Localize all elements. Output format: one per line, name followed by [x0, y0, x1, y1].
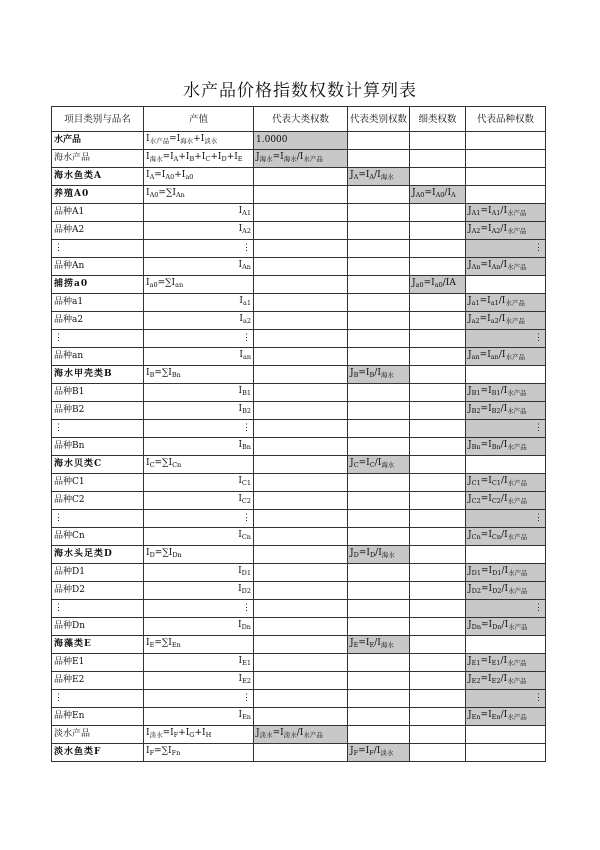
cell-major-weight [254, 690, 348, 708]
cell-variety-weight: $J_{B1}=I_{B1}/I_{水产品}$ [466, 384, 546, 402]
table-row [52, 366, 546, 384]
cell-item: 养殖A0 [52, 186, 144, 204]
cell-subclass-weight [410, 474, 466, 492]
cell-output: $I_E=\sum I_{En}$ [144, 636, 254, 654]
cell-subclass-weight [410, 564, 466, 582]
cell-output: $I_D=\sum I_{Dn}$ [144, 546, 254, 564]
cell-variety-weight: $J_{a1}=I_{a1}/I_{水产品}$ [466, 294, 546, 312]
cell-item: 品种a2 [52, 312, 144, 330]
table-row [52, 582, 546, 600]
cell-variety-weight: $J_{A2}=I_{A2}/I_{水产品}$ [466, 222, 546, 240]
table-row [52, 204, 546, 222]
cell-subclass-weight [410, 708, 466, 726]
cell-variety-weight: $J_{En}=I_{En}/I_{水产品}$ [466, 708, 546, 726]
table-row [52, 744, 546, 762]
cell-category-weight [348, 132, 410, 150]
cell-major-weight [254, 294, 348, 312]
cell-subclass-weight [410, 204, 466, 222]
cell-major-weight [254, 672, 348, 690]
cell-variety-weight: $J_{Cn}=I_{Cn}/I_{水产品}$ [466, 528, 546, 546]
cell-category-weight [348, 240, 410, 258]
header-cell-output: 产值 [144, 107, 254, 132]
cell-category-weight: $J_F=I_F/I_{淡水}$ [348, 744, 410, 762]
cell-major-weight: $J_{淡水}=I_{淡水}/I_{水产品}$ [254, 726, 348, 744]
cell-category-weight [348, 204, 410, 222]
cell-output: $I_{an}$ [144, 348, 254, 366]
table-row [52, 510, 546, 528]
table-row [52, 528, 546, 546]
page-title: 水产品价格指数权数计算列表 [183, 81, 417, 101]
cell-item: 品种C2 [52, 492, 144, 510]
cell-output: $I_{E1}$ [144, 654, 254, 672]
cell-item: 水产品 [52, 132, 144, 150]
cell-subclass-weight [410, 240, 466, 258]
cell-major-weight [254, 564, 348, 582]
table-row [52, 546, 546, 564]
cell-subclass-weight [410, 222, 466, 240]
cell-category-weight: $J_B=I_B/I_{海水}$ [348, 366, 410, 384]
cell-variety-weight [466, 132, 546, 150]
cell-category-weight: $J_A=I_A/I_{海水}$ [348, 168, 410, 186]
cell-subclass-weight [410, 546, 466, 564]
cell-item: 淡水产品 [52, 726, 144, 744]
table-row [52, 168, 546, 186]
cell-major-weight [254, 258, 348, 276]
cell-subclass-weight [410, 330, 466, 348]
cell-item: 品种Cn [52, 528, 144, 546]
cell-category-weight [348, 276, 410, 294]
cell-output: ⋮ [144, 600, 254, 618]
cell-major-weight [254, 348, 348, 366]
cell-variety-weight: $J_{B2}=I_{B2}/I_{水产品}$ [466, 402, 546, 420]
table-row [52, 132, 546, 150]
cell-major-weight [254, 654, 348, 672]
cell-major-weight [254, 492, 348, 510]
cell-item: 海水甲壳类B [52, 366, 144, 384]
cell-major-weight: $J_{海水}=I_{海水}/I_{水产品}$ [254, 150, 348, 168]
cell-category-weight [348, 672, 410, 690]
cell-item: 品种D1 [52, 564, 144, 582]
cell-major-weight [254, 186, 348, 204]
cell-variety-weight [466, 726, 546, 744]
cell-category-weight [348, 186, 410, 204]
cell-major-weight [254, 636, 348, 654]
cell-category-weight: $J_E=I_E/I_{海水}$ [348, 636, 410, 654]
cell-major-weight [254, 402, 348, 420]
cell-subclass-weight [410, 456, 466, 474]
cell-category-weight [348, 150, 410, 168]
cell-variety-weight [466, 744, 546, 762]
cell-subclass-weight [410, 654, 466, 672]
cell-item: 品种An [52, 258, 144, 276]
cell-major-weight [254, 168, 348, 186]
cell-output: $I_{a2}$ [144, 312, 254, 330]
cell-major-weight [254, 312, 348, 330]
table-row [52, 312, 546, 330]
cell-output: $I_{An}$ [144, 258, 254, 276]
cell-item: 淡水鱼类F [52, 744, 144, 762]
header-cell-subclass-weight: 细类权数 [410, 107, 466, 132]
table-body [52, 107, 546, 762]
cell-output: $I_{C2}$ [144, 492, 254, 510]
cell-item: 海藻类E [52, 636, 144, 654]
table-row [52, 474, 546, 492]
cell-output: ⋮ [144, 690, 254, 708]
cell-major-weight [254, 618, 348, 636]
cell-subclass-weight [410, 492, 466, 510]
cell-output: $I_{A1}$ [144, 204, 254, 222]
table-row [52, 492, 546, 510]
table-row [52, 600, 546, 618]
cell-item: 品种B2 [52, 402, 144, 420]
cell-variety-weight: $J_{C1}=I_{C1}/I_{水产品}$ [466, 474, 546, 492]
cell-major-weight [254, 600, 348, 618]
cell-subclass-weight [410, 600, 466, 618]
cell-item: 品种an [52, 348, 144, 366]
cell-category-weight [348, 312, 410, 330]
cell-output: $I_C=\sum I_{Cn}$ [144, 456, 254, 474]
cell-category-weight [348, 510, 410, 528]
cell-major-weight [254, 240, 348, 258]
header-cell-variety-weight: 代表品种权数 [466, 107, 546, 132]
cell-category-weight [348, 258, 410, 276]
cell-subclass-weight [410, 312, 466, 330]
table-row [52, 402, 546, 420]
cell-major-weight [254, 222, 348, 240]
table-row [52, 726, 546, 744]
table-row [52, 636, 546, 654]
cell-item: 海水产品 [52, 150, 144, 168]
cell-item: 品种A2 [52, 222, 144, 240]
cell-subclass-weight [410, 294, 466, 312]
cell-variety-weight: $J_{an}=I_{an}/I_{水产品}$ [466, 348, 546, 366]
cell-item: 品种A1 [52, 204, 144, 222]
cell-major-weight [254, 474, 348, 492]
cell-output: $I_{B2}$ [144, 402, 254, 420]
cell-variety-weight: ⋮ [466, 690, 546, 708]
cell-item: 品种a1 [52, 294, 144, 312]
cell-output: ⋮ [144, 510, 254, 528]
header-row [52, 107, 546, 132]
cell-variety-weight [466, 150, 546, 168]
cell-major-weight [254, 204, 348, 222]
cell-subclass-weight [410, 384, 466, 402]
cell-major-weight: 1.0000 [254, 132, 348, 150]
cell-item: 品种Bn [52, 438, 144, 456]
cell-output: ⋮ [144, 420, 254, 438]
table-row [52, 420, 546, 438]
cell-category-weight [348, 330, 410, 348]
table-row [52, 564, 546, 582]
cell-output: $I_{Dn}$ [144, 618, 254, 636]
cell-subclass-weight [410, 132, 466, 150]
table-row [52, 690, 546, 708]
cell-item: 海水鱼类A [52, 168, 144, 186]
cell-output: $I_{Bn}$ [144, 438, 254, 456]
cell-major-weight [254, 582, 348, 600]
table-row [52, 258, 546, 276]
cell-category-weight: $J_C=I_C/I_{海水}$ [348, 456, 410, 474]
cell-output: $I_{A2}$ [144, 222, 254, 240]
cell-major-weight [254, 708, 348, 726]
cell-category-weight [348, 528, 410, 546]
cell-subclass-weight [410, 438, 466, 456]
cell-variety-weight: $J_{D2}=I_{D2}/I_{水产品}$ [466, 582, 546, 600]
cell-subclass-weight: $J_{A0}=I_{A0}/I_A$ [410, 186, 466, 204]
cell-major-weight [254, 330, 348, 348]
cell-output: $I_{C1}$ [144, 474, 254, 492]
cell-output: ⋮ [144, 330, 254, 348]
cell-category-weight [348, 474, 410, 492]
cell-category-weight [348, 726, 410, 744]
cell-variety-weight: $J_{Bn}=I_{Bn}/I_{水产品}$ [466, 438, 546, 456]
table-row [52, 456, 546, 474]
cell-category-weight: $J_D=I_D/I_{海水}$ [348, 546, 410, 564]
cell-subclass-weight: $J_{a0}=I_{a0}/IA$ [410, 276, 466, 294]
cell-output: $I_{E2}$ [144, 672, 254, 690]
cell-variety-weight: $J_{E2}=I_{E2}/I_{水产品}$ [466, 672, 546, 690]
cell-category-weight [348, 690, 410, 708]
cell-output: $I_{En}$ [144, 708, 254, 726]
cell-variety-weight [466, 456, 546, 474]
table-row [52, 618, 546, 636]
cell-major-weight [254, 420, 348, 438]
cell-variety-weight: ⋮ [466, 510, 546, 528]
cell-category-weight [348, 582, 410, 600]
cell-category-weight [348, 492, 410, 510]
cell-item: ⋮ [52, 330, 144, 348]
cell-major-weight [254, 276, 348, 294]
cell-output: $I_{a1}$ [144, 294, 254, 312]
cell-output: $I_B=\sum I_{Bn}$ [144, 366, 254, 384]
cell-category-weight [348, 654, 410, 672]
cell-output: $I_{海水}=I_A+I_B+I_C+I_D+I_E$ [144, 150, 254, 168]
cell-item: 捕捞a0 [52, 276, 144, 294]
cell-output: $I_{a0}=\sum I_{an}$ [144, 276, 254, 294]
cell-output: $I_{A0}=\sum I_{An}$ [144, 186, 254, 204]
table-row [52, 708, 546, 726]
cell-major-weight [254, 744, 348, 762]
cell-output: $I_{D1}$ [144, 564, 254, 582]
table-row [52, 240, 546, 258]
cell-item: 品种E1 [52, 654, 144, 672]
table-row [52, 438, 546, 456]
cell-subclass-weight [410, 672, 466, 690]
cell-category-weight [348, 222, 410, 240]
cell-output: $I_{Cn}$ [144, 528, 254, 546]
header-cell-category-weight: 代表类别权数 [348, 107, 410, 132]
cell-category-weight [348, 420, 410, 438]
cell-subclass-weight [410, 726, 466, 744]
cell-variety-weight: $J_{D1}=I_{D1}/I_{水产品}$ [466, 564, 546, 582]
cell-item: ⋮ [52, 420, 144, 438]
cell-variety-weight: ⋮ [466, 330, 546, 348]
table-row [52, 672, 546, 690]
cell-subclass-weight [410, 690, 466, 708]
cell-item: 品种E2 [52, 672, 144, 690]
cell-category-weight [348, 564, 410, 582]
cell-category-weight [348, 402, 410, 420]
cell-subclass-weight [410, 366, 466, 384]
cell-output: $I_{水产品}=I_{海水}+I_{淡水}$ [144, 132, 254, 150]
cell-variety-weight [466, 168, 546, 186]
cell-variety-weight: ⋮ [466, 600, 546, 618]
cell-item: ⋮ [52, 690, 144, 708]
cell-item: 品种B1 [52, 384, 144, 402]
cell-variety-weight: $J_{A1}=I_{A1}/I_{水产品}$ [466, 204, 546, 222]
cell-item: ⋮ [52, 600, 144, 618]
cell-item: 品种Dn [52, 618, 144, 636]
cell-item: 海水头足类D [52, 546, 144, 564]
table-row [52, 348, 546, 366]
cell-item: 品种D2 [52, 582, 144, 600]
cell-variety-weight [466, 546, 546, 564]
cell-variety-weight: $J_{E1}=I_{E1}/I_{水产品}$ [466, 654, 546, 672]
cell-variety-weight: ⋮ [466, 240, 546, 258]
cell-subclass-weight [410, 618, 466, 636]
table-row [52, 150, 546, 168]
table-row [52, 222, 546, 240]
cell-subclass-weight [410, 636, 466, 654]
cell-output: $I_{D2}$ [144, 582, 254, 600]
cell-category-weight [348, 618, 410, 636]
cell-output: $I_F=\sum I_{Fn}$ [144, 744, 254, 762]
cell-category-weight [348, 348, 410, 366]
cell-item: 海水贝类C [52, 456, 144, 474]
cell-variety-weight: $J_{C2}=I_{C2}/I_{水产品}$ [466, 492, 546, 510]
cell-major-weight [254, 366, 348, 384]
cell-category-weight [348, 600, 410, 618]
cell-output: $I_A=I_{A0}+I_{a0}$ [144, 168, 254, 186]
weight-table [51, 106, 546, 762]
cell-variety-weight [466, 636, 546, 654]
cell-variety-weight: $J_{a2}=I_{a2}/I_{水产品}$ [466, 312, 546, 330]
cell-item: 品种C1 [52, 474, 144, 492]
cell-output: $I_{B1}$ [144, 384, 254, 402]
cell-subclass-weight [410, 420, 466, 438]
cell-variety-weight: ⋮ [466, 420, 546, 438]
header-cell-major-weight: 代表大类权数 [254, 107, 348, 132]
table-row [52, 294, 546, 312]
cell-major-weight [254, 456, 348, 474]
cell-item: ⋮ [52, 510, 144, 528]
cell-subclass-weight [410, 744, 466, 762]
cell-subclass-weight [410, 528, 466, 546]
cell-subclass-weight [410, 150, 466, 168]
cell-major-weight [254, 384, 348, 402]
cell-major-weight [254, 546, 348, 564]
cell-item: 品种En [52, 708, 144, 726]
cell-subclass-weight [410, 582, 466, 600]
cell-subclass-weight [410, 258, 466, 276]
cell-category-weight [348, 384, 410, 402]
cell-variety-weight [466, 276, 546, 294]
cell-category-weight [348, 294, 410, 312]
cell-item: ⋮ [52, 240, 144, 258]
cell-variety-weight [466, 366, 546, 384]
table-row [52, 330, 546, 348]
cell-subclass-weight [410, 348, 466, 366]
cell-major-weight [254, 438, 348, 456]
cell-subclass-weight [410, 168, 466, 186]
cell-output: ⋮ [144, 240, 254, 258]
cell-variety-weight: $J_{Dn}=I_{Dn}/I_{水产品}$ [466, 618, 546, 636]
cell-output: $I_{淡水}=I_F+I_G+I_H$ [144, 726, 254, 744]
cell-subclass-weight [410, 510, 466, 528]
header-cell-item: 项目类别与品名 [52, 107, 144, 132]
cell-major-weight [254, 528, 348, 546]
cell-subclass-weight [410, 402, 466, 420]
table-row [52, 654, 546, 672]
table-row [52, 276, 546, 294]
cell-category-weight [348, 708, 410, 726]
cell-major-weight [254, 510, 348, 528]
cell-variety-weight [466, 186, 546, 204]
cell-variety-weight: $J_{An}=I_{An}/I_{水产品}$ [466, 258, 546, 276]
table-row [52, 384, 546, 402]
cell-category-weight [348, 438, 410, 456]
table-row [52, 186, 546, 204]
